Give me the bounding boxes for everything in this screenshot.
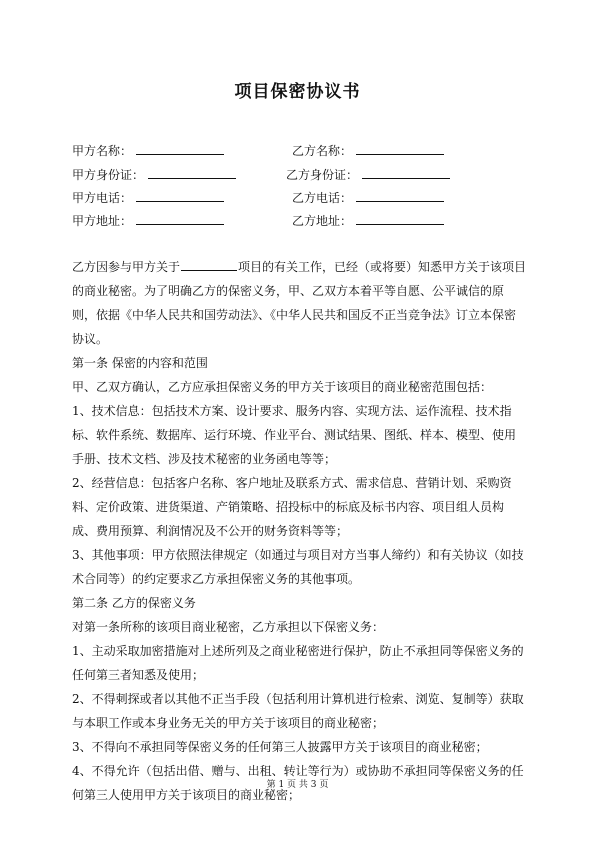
party-a-name-field [72,143,224,158]
party-a-name-label: 甲方名称： [72,144,133,158]
party-a-phone-label: 甲方电话： [72,191,133,205]
article-1-item-1: 1、技术信息：包括技术方案、设计要求、服务内容、实现方法、运作流程、技术指标、软件系统、数据库、运行环境、作业平台、测试结果、图纸、样本、模型、使用手册、技术文档、涉及技术秘密的业务函电等等； [72,404,517,466]
party-a-address-label: 甲方地址： [72,214,133,228]
document-title: 项目保密协议书 [234,82,361,102]
page-footer: 第 1 页 共 3 页 [266,780,329,790]
party-b-name-label: 乙方名称： [292,144,353,158]
party-a-phone-blank [136,190,224,202]
party-a-id-label: 甲方身份证： [72,168,145,182]
party-b-address-field [292,213,444,228]
party-b-phone-field [292,190,444,205]
party-a-address-field [72,213,224,228]
party-b-id-label: 乙方身份证： [286,168,359,182]
article-2-heading: 第二条 乙方的保密义务 [72,596,196,610]
party-b-address-label: 乙方地址： [292,214,353,228]
article-1-item-2: 2、经营信息：包括客户名称、客户地址及联系方式、需求信息、营销计划、采购资料、定价政策、进货渠道、产销策略、招投标中的标底及标书内容、项目组人员构成、费用预算、利润情况及不公开的财务资料等等； [72,476,512,538]
party-b-id-field [286,167,450,182]
party-a-phone-field [72,190,224,205]
article-2-intro: 对第一条所称的该项目商业秘密，乙方承担以下保密义务： [72,620,385,634]
party-a-id-blank [148,167,236,179]
party-b-name-field [292,143,444,158]
article-1-heading: 第一条 保密的内容和范围 [72,356,208,370]
article-2-item-1: 1、主动采取加密措施对上述所列及之商业秘密进行保护，防止不承担同等保密义务的任何第三者知悉及使用； [72,644,524,682]
party-b-phone-label: 乙方电话： [292,191,353,205]
party-b-name-blank [356,143,444,155]
project-name-blank [181,259,237,271]
article-2-item-2: 2、不得刺探或者以其他不正当手段（包括利用计算机进行检索、浏览、复制等）获取与本职工作或本身业务无关的甲方关于该项目的商业秘密； [72,692,524,730]
party-b-phone-blank [356,190,444,202]
article-1-item-3: 3、其他事项：甲方依照法律规定（如通过与项目对方当事人缔约）和有关协议（如技术合同等）的约定要求乙方承担保密义务的其他事项。 [72,548,524,586]
party-a-name-blank [136,143,224,155]
party-b-id-blank [362,167,450,179]
article-1-intro: 甲、乙双方确认，乙方应承担保密义务的甲方关于该项目的商业秘密范围包括： [72,380,493,394]
intro-paragraph: 乙方因参与甲方关于 项目的有关工作，已经（或将要）知悉甲方关于该项目的商业秘密。为了明确乙方的保密义务，甲、乙双方本着平等自愿、公平诚信的原则，依据《中华人民共和国劳动法》、《中华人民共和国反不正当竞争法》订立本保密协议。 [72,260,527,346]
party-a-address-blank [136,213,224,225]
article-2-item-4: 4、不得允许（包括出借、赠与、出租、转让等行为）或协助不承担同等保密义务的任何第三人使用甲方关于该项目的商业秘密； [72,764,524,802]
agreement-body [72,255,527,807]
party-b-address-blank [356,213,444,225]
article-2-item-3: 3、不得向不承担同等保密义务的任何第三人披露甲方关于该项目的商业秘密； [72,740,488,754]
party-a-id-field [72,167,236,182]
